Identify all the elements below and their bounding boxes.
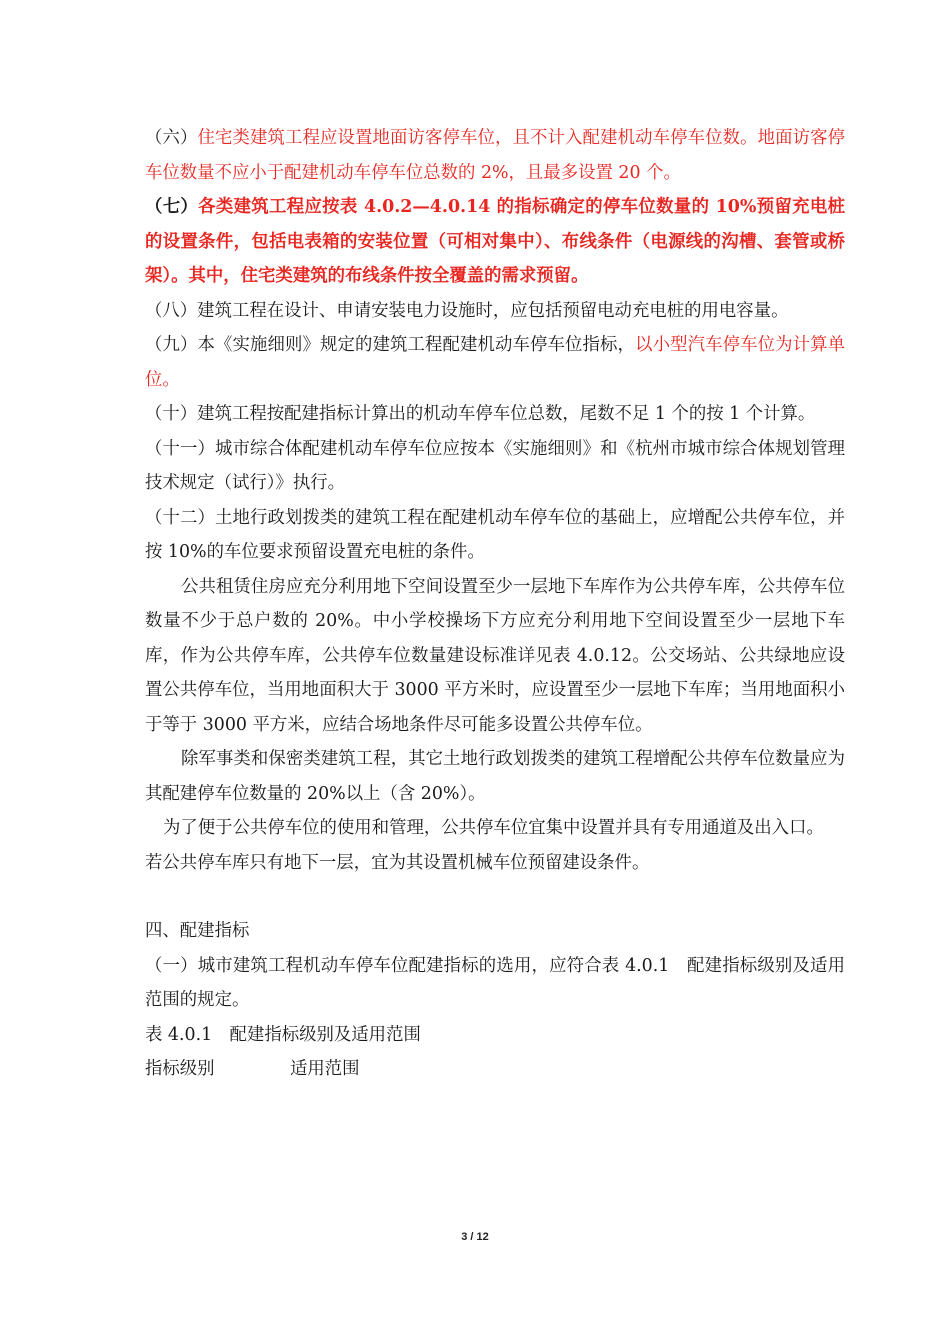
paragraph-public-parking-management: 为了便于公共停车位的使用和管理，公共停车位宜集中设置并具有专用通道及出入口。 <box>163 818 824 838</box>
table-caption: 表 4.0.1 配建指标级别及适用范围 <box>145 1024 421 1045</box>
paragraph-military-exception: 除军事类和保密类建筑工程，其它土地行政划拨类的建筑工程增配公共停车位数量应为其配建停车位数量的 20%以上（含 20%）。 <box>145 749 845 804</box>
paragraph-6-red-text: 住宅类建筑工程应设置地面访客停车位，且不计入配建机动车停车位数。地面访客停车位数量不应小于配建机动车停车位总数的 2%，且最多设置 20 个。 <box>145 128 845 183</box>
paragraph-12: （十二）土地行政划拨类的建筑工程在配建机动车停车位的基础上，应增配公共停车位，并按 10%的车位要求预留设置充电桩的条件。 <box>145 507 845 562</box>
paragraph-7-prefix: （七） <box>145 197 199 217</box>
section-4-paragraph-1: （一）城市建筑工程机动车停车位配建指标的选用，应符合表 4.0.1 配建指标级别及适用范围的规定。 <box>145 955 845 1010</box>
paragraph-6-prefix: （六） <box>145 128 198 148</box>
page-number: 3 / 12 <box>461 1231 489 1243</box>
paragraph-6 <box>145 121 845 190</box>
table-header-row <box>145 1052 845 1087</box>
table-header-level: 指标级别 <box>145 1059 215 1079</box>
paragraph-11: （十一）城市综合体配建机动车停车位应按本《实施细则》和《杭州市城市综合体规划管理技术规定（试行）》执行。 <box>145 438 845 493</box>
paragraph-9 <box>145 328 845 397</box>
paragraph-8: （八）建筑工程在设计、申请安装电力设施时，应包括预留电动充电桩的用电容量。 <box>145 300 789 321</box>
paragraph-7-red-text: 各类建筑工程应按表 4.0.2—4.0.14 的指标确定的停车位数量的 10%预留充电桩的设置条件，包括电表箱的安装位置（可相对集中）、布线条件（电源线的沟槽、套管或桥架）。其中，住宅类建筑的布线条件按全覆盖的需求预留。 <box>145 197 845 286</box>
paragraph-7 <box>145 190 845 294</box>
section-heading: 四、配建指标 <box>145 921 250 941</box>
table-header-scope: 适用范围 <box>290 1059 360 1079</box>
paragraph-10: （十）建筑工程按配建指标计算出的机动车停车位总数，尾数不足 1 个的按 1 个计算。 <box>145 404 816 424</box>
blank-line <box>145 880 845 914</box>
paragraph-underground-garage: 若公共停车库只有地下一层，宜为其设置机械车位预留建设条件。 <box>145 852 650 873</box>
paragraph-9-text: （九）本《实施细则》规定的建筑工程配建机动车停车位指标， <box>145 335 636 355</box>
paragraph-9-red-text: 以小型汽车停车位为计算单位。 <box>145 335 845 390</box>
paragraph-public-rental: 公共租赁住房应充分利用地下空间设置至少一层地下车库作为公共停车库，公共停车位数量不少于总户数的 20%。中小学校操场下方应充分利用地下空间设置至少一层地下车库，作为公共停车库，公共停车位数量建设标准详见表 4.0.12。公交场站、公共绿地应设置公共停车位，当用地面积大于 3000 平方米时，应设置至少一层地下车库；当用地面积小于等于 3000 平方米，应结合场地条件尽可能多设置公共停车位。 <box>145 576 845 735</box>
page-body <box>145 121 845 1087</box>
